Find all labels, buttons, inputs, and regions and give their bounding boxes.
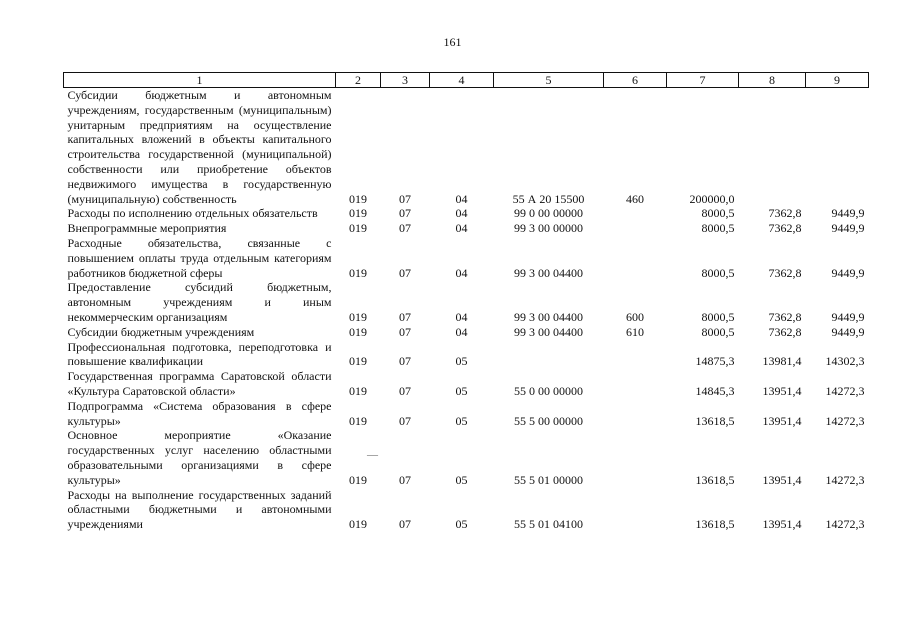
cell-target-article: 55 5 00 00000 bbox=[514, 413, 583, 428]
cell-amount-3: 14272,3 bbox=[825, 517, 865, 532]
row-name: Расходы по исполнению отдельных обязательств bbox=[67, 206, 318, 221]
cell-section: 07 bbox=[399, 309, 411, 324]
table-row bbox=[64, 488, 869, 532]
cell-target-article: 99 3 00 04400 bbox=[514, 265, 583, 280]
cell-expense-type: 600 bbox=[626, 309, 644, 324]
cell-target-article: 99 3 00 04400 bbox=[514, 309, 583, 324]
row-name: Расходные обязательства, связанные с повышением оплаты труда отдельным категориям работников бюджетной сферы bbox=[67, 235, 332, 280]
cell-section: 07 bbox=[399, 413, 411, 428]
cell-amount-1: 200000,0 bbox=[689, 191, 735, 206]
column-header: 8 bbox=[739, 73, 806, 88]
cell-ministry: 019 bbox=[349, 354, 367, 369]
row-name: Субсидии бюджетным и автономным учреждениям, государственным (муниципальным) унитарным предприятиям на осуществление капитальных вложений в объекты капитального строительства государственной (муниципальной) собственности или приобретение объектов недвижимого имущества в государственную (муниципальную) собственность bbox=[67, 88, 332, 206]
cell-expense-type: 610 bbox=[626, 324, 644, 339]
cell-ministry: 019 bbox=[349, 309, 367, 324]
cell-section: 07 bbox=[399, 472, 411, 487]
cell-section: 07 bbox=[399, 221, 411, 236]
table-row bbox=[64, 340, 869, 370]
cell-amount-2: 13951,4 bbox=[762, 413, 802, 428]
row-name: Подпрограмма «Система образования в сфере культуры» bbox=[67, 398, 332, 428]
row-name: Внепрограммные мероприятия bbox=[67, 221, 227, 236]
cell-amount-3: 9449,9 bbox=[831, 206, 865, 221]
cell-ministry: 019 bbox=[349, 517, 367, 532]
cell-amount-3: 9449,9 bbox=[831, 265, 865, 280]
row-name: Основное мероприятие «Оказание государственных услуг населению областными образовательными организациями в сфере культуры» bbox=[67, 428, 332, 487]
cell-expense-type bbox=[604, 236, 667, 280]
cell-amount-2: 7362,8 bbox=[768, 324, 802, 339]
cell-expense-type bbox=[604, 369, 667, 399]
cell-subsection: 04 bbox=[455, 206, 468, 221]
cell-subsection: 05 bbox=[455, 472, 468, 487]
cell-target-article: 55 5 01 04100 bbox=[514, 517, 583, 532]
cell-expense-type: 460 bbox=[626, 191, 644, 206]
cell-section: 07 bbox=[399, 265, 411, 280]
cell-amount-2 bbox=[739, 88, 806, 207]
cell-target-article: 55 А 20 15500 bbox=[512, 191, 585, 206]
cell-amount-2: 7362,8 bbox=[768, 206, 802, 221]
cell-amount-1: 8000,5 bbox=[701, 309, 735, 324]
cell-amount-1: 13618,5 bbox=[695, 517, 735, 532]
cell-ministry: 019 bbox=[349, 383, 367, 398]
cell-ministry: 019 bbox=[349, 221, 367, 236]
cell-ministry: 019 bbox=[349, 472, 367, 487]
cell-expense-type bbox=[604, 488, 667, 532]
cell-amount-1: 14845,3 bbox=[695, 383, 735, 398]
scan-mark: — bbox=[367, 449, 378, 461]
cell-section: 07 bbox=[399, 383, 411, 398]
table-row bbox=[64, 325, 869, 340]
cell-amount-1: 8000,5 bbox=[701, 221, 735, 236]
cell-amount-1: 13618,5 bbox=[695, 472, 735, 487]
cell-target-article: 55 0 00 00000 bbox=[514, 383, 583, 398]
cell-target-article: 99 0 00 00000 bbox=[514, 206, 583, 221]
cell-amount-3: 9449,9 bbox=[831, 309, 865, 324]
row-name: Расходы на выполнение государственных заданий областными бюджетными и автономными учреждениями bbox=[67, 487, 332, 532]
cell-amount-1: 13618,5 bbox=[695, 413, 735, 428]
row-name: Субсидии бюджетным учреждениям bbox=[67, 324, 255, 339]
cell-ministry: 019 bbox=[349, 191, 367, 206]
cell-subsection: 04 bbox=[455, 221, 468, 236]
cell-ministry: 019 bbox=[349, 413, 367, 428]
row-name: Профессиональная подготовка, переподготовка и повышение квалификации bbox=[67, 339, 332, 369]
cell-expense-type bbox=[604, 428, 667, 487]
cell-amount-1: 14875,3 bbox=[695, 354, 735, 369]
cell-ministry: 019 bbox=[349, 324, 367, 339]
column-header: 6 bbox=[604, 73, 667, 88]
cell-amount-3: 14272,3 bbox=[825, 472, 865, 487]
row-name: Государственная программа Саратовской области «Культура Саратовской области» bbox=[67, 369, 332, 398]
cell-section: 07 bbox=[399, 206, 411, 221]
cell-amount-2: 13981,4 bbox=[762, 354, 802, 369]
cell-section: 07 bbox=[399, 354, 411, 369]
cell-subsection: 04 bbox=[455, 324, 468, 339]
page-number: 161 bbox=[443, 35, 462, 49]
cell-subsection: 05 bbox=[455, 517, 468, 532]
cell-target-article: 99 3 00 04400 bbox=[514, 324, 583, 339]
table-row bbox=[64, 280, 869, 324]
column-header: 7 bbox=[667, 73, 739, 88]
cell-expense-type bbox=[604, 206, 667, 221]
cell-subsection: 05 bbox=[455, 413, 468, 428]
column-header: 9 bbox=[806, 73, 869, 88]
cell-expense-type bbox=[604, 399, 667, 429]
cell-amount-3: 9449,9 bbox=[831, 221, 865, 236]
table-row bbox=[64, 88, 869, 207]
cell-amount-1: 8000,5 bbox=[701, 324, 735, 339]
cell-amount-2: 7362,8 bbox=[768, 265, 802, 280]
cell-amount-1: 8000,5 bbox=[701, 206, 735, 221]
cell-amount-3: 14302,3 bbox=[825, 354, 865, 369]
cell-subsection: 04 bbox=[455, 191, 468, 206]
cell-amount-3: 14272,3 bbox=[825, 413, 865, 428]
cell-amount-3 bbox=[806, 88, 869, 207]
cell-target-article: 55 5 01 00000 bbox=[514, 472, 583, 487]
cell-ministry: 019 bbox=[349, 206, 367, 221]
cell-amount-2: 13951,4 bbox=[762, 383, 802, 398]
cell-subsection: 05 bbox=[455, 383, 468, 398]
table-row bbox=[64, 428, 869, 487]
table-row bbox=[64, 369, 869, 399]
cell-amount-3: 14272,3 bbox=[825, 383, 865, 398]
column-header: 5 bbox=[494, 73, 604, 88]
table-row bbox=[64, 206, 869, 221]
row-name: Предоставление субсидий бюджетным, автономным учреждениям и иным некоммерческим организациям bbox=[67, 280, 332, 324]
cell-expense-type bbox=[604, 340, 667, 370]
column-header: 4 bbox=[430, 73, 494, 88]
cell-amount-2: 7362,8 bbox=[768, 221, 802, 236]
cell-expense-type bbox=[604, 221, 667, 236]
table-row bbox=[64, 221, 869, 236]
cell-subsection: 04 bbox=[455, 309, 468, 324]
table-row bbox=[64, 399, 869, 429]
cell-ministry: 019 bbox=[349, 265, 367, 280]
cell-subsection: 05 bbox=[455, 354, 468, 369]
cell-amount-2: 7362,8 bbox=[768, 309, 802, 324]
cell-amount-2: 13951,4 bbox=[762, 472, 802, 487]
cell-amount-1: 8000,5 bbox=[701, 265, 735, 280]
cell-section: 07 bbox=[399, 324, 411, 339]
table-row bbox=[64, 236, 869, 280]
cell-amount-3: 9449,9 bbox=[831, 324, 865, 339]
cell-section: 07 bbox=[399, 191, 411, 206]
column-header: 1 bbox=[64, 73, 336, 88]
column-header: 3 bbox=[381, 73, 430, 88]
budget-table bbox=[63, 72, 869, 532]
cell-target-article bbox=[494, 340, 604, 370]
table-header-row bbox=[64, 73, 869, 88]
cell-amount-2: 13951,4 bbox=[762, 517, 802, 532]
cell-section: 07 bbox=[399, 517, 411, 532]
cell-target-article: 99 3 00 00000 bbox=[514, 221, 583, 236]
cell-subsection: 04 bbox=[455, 265, 468, 280]
column-header: 2 bbox=[336, 73, 381, 88]
